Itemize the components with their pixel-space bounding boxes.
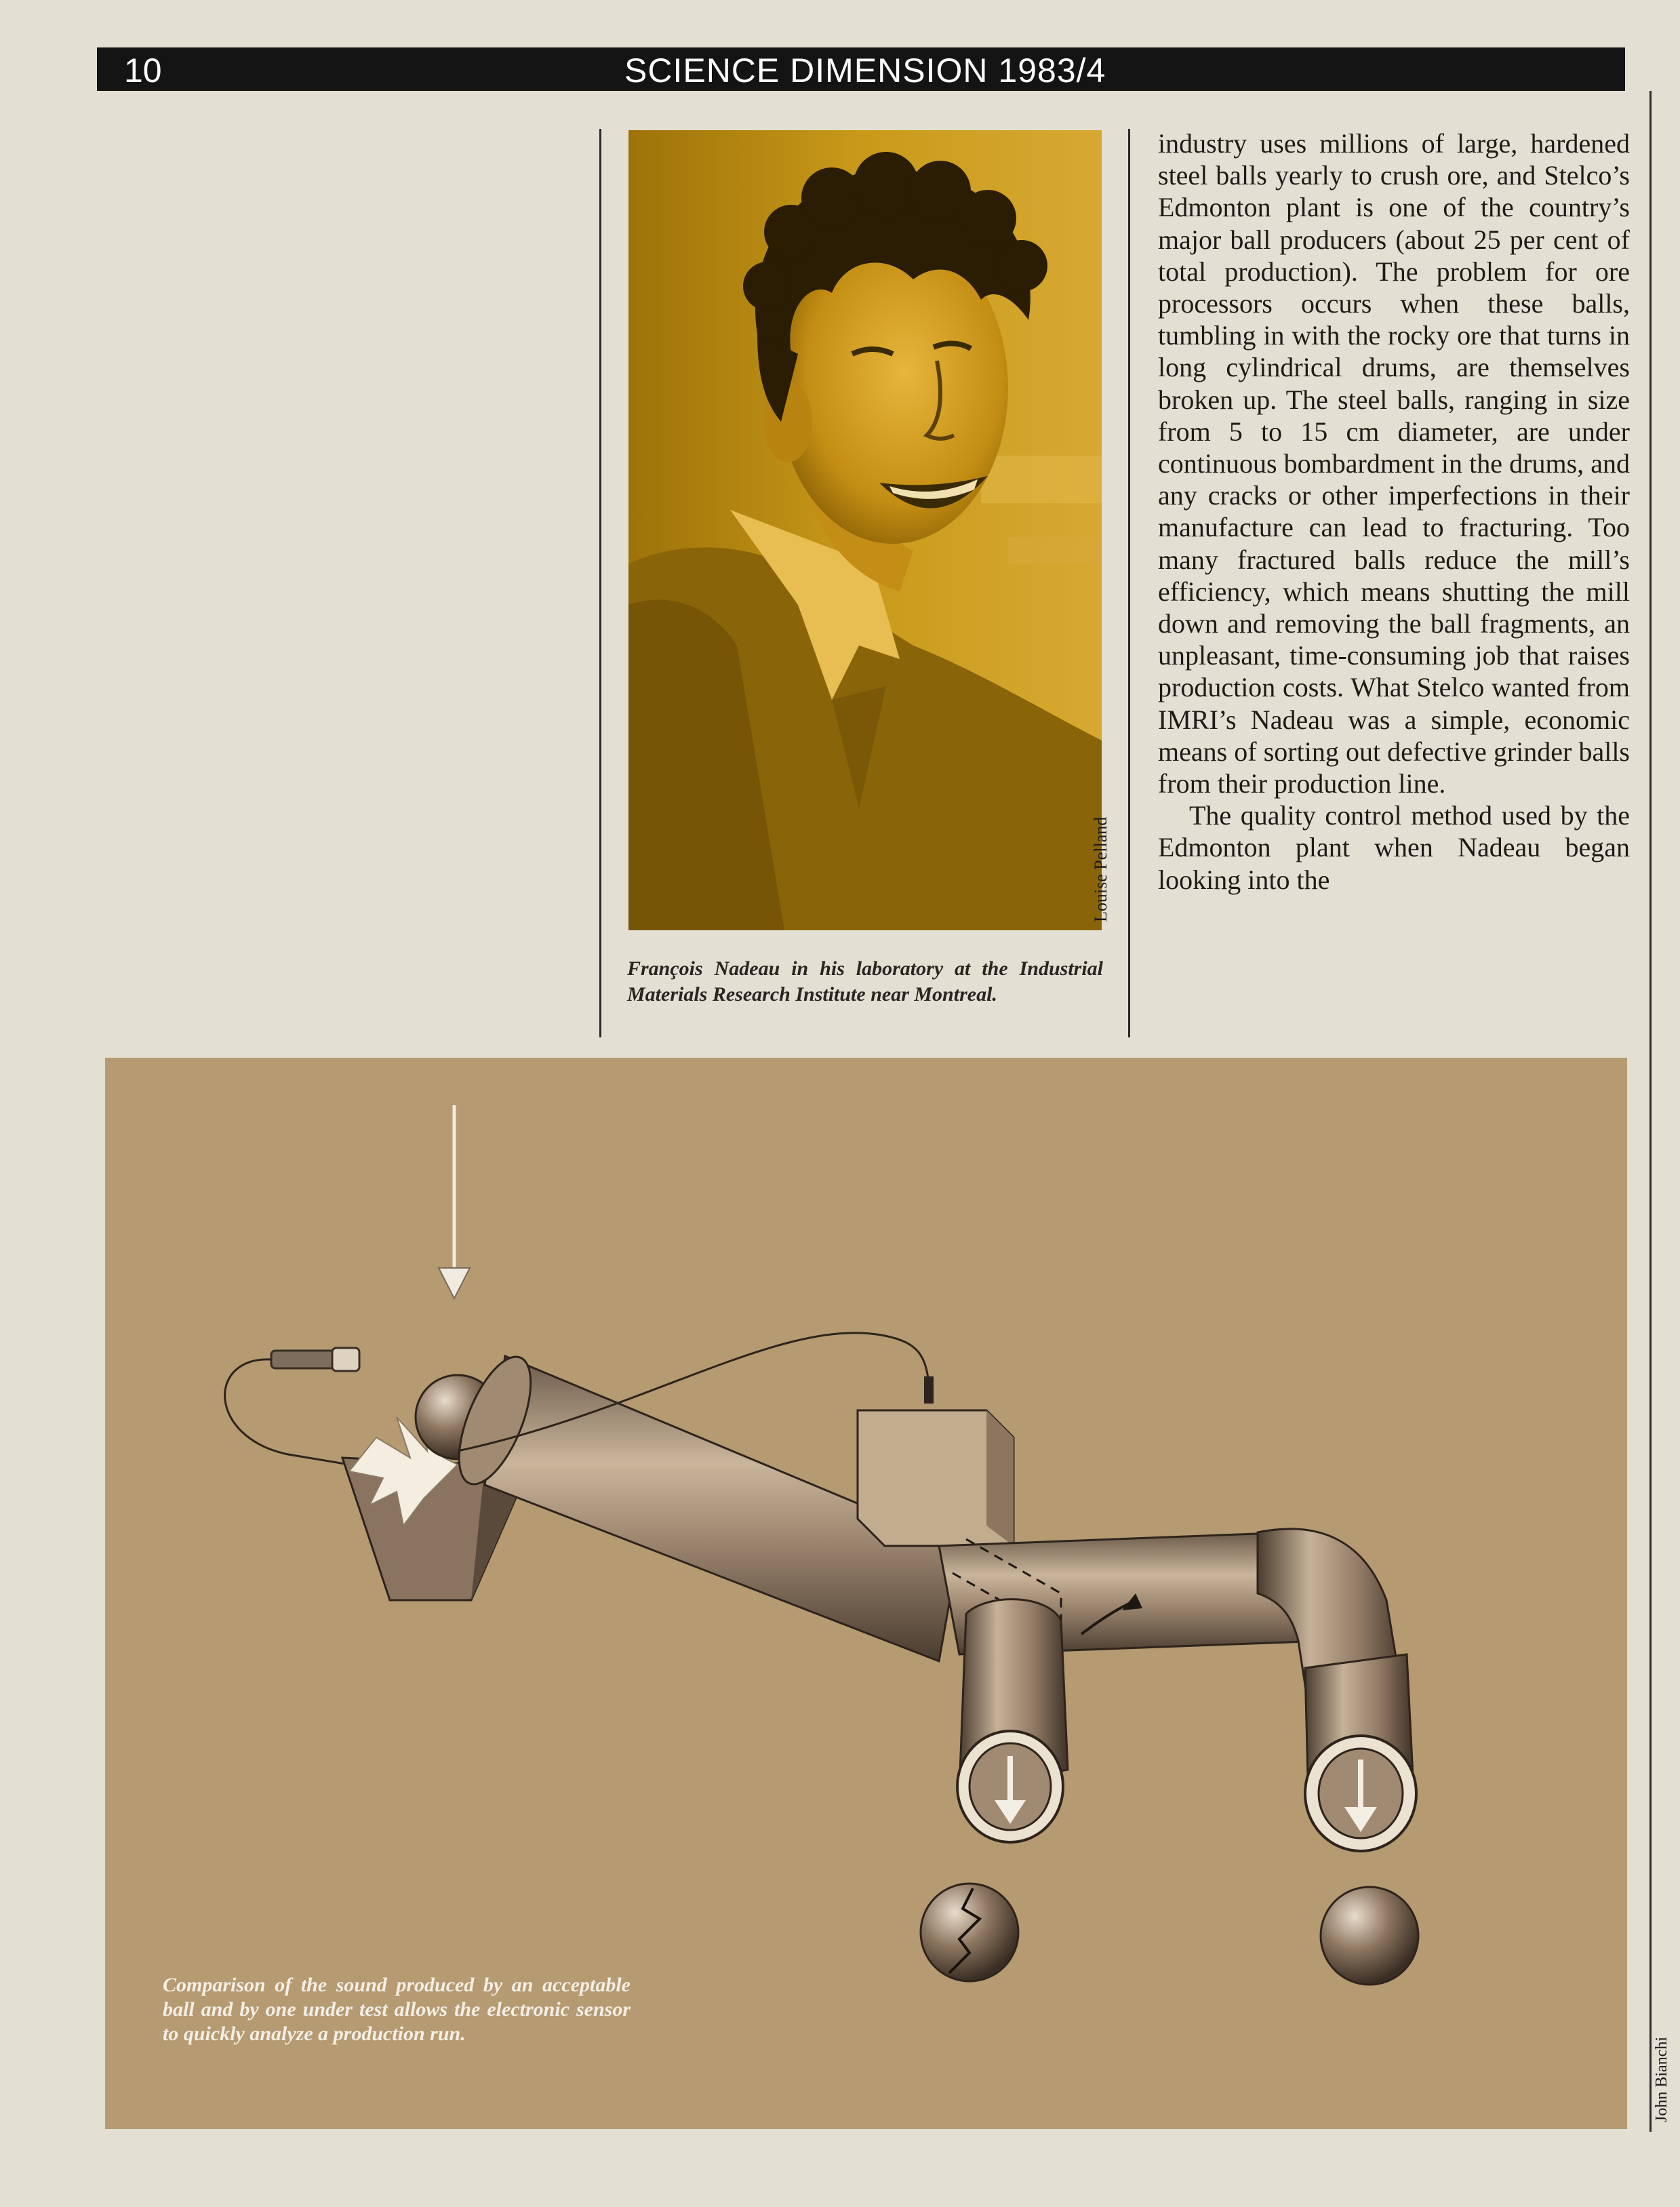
column-rule-right [1128,129,1130,1037]
apparatus-illustration [105,1058,1627,2129]
photo-caption: François Nadeau in his laboratory at the Industrial Materials Research Institute near Montreal. [627,957,1103,1006]
illustration-credit: John Bianchi [1653,2037,1671,2122]
column-rule-left [599,129,601,1037]
photo-credit: Louise Pelland [1091,816,1111,922]
right-margin-rule [1649,91,1652,2132]
publication-title: SCIENCE DIMENSION 1983/4 [624,52,1106,90]
article-body [1158,127,1630,896]
illustration-caption: Comparison of the sound produced by an acceptable ball and by one under test allows the electronic sensor to quickly analyze a production run. [163,1974,631,2045]
portrait-photo [628,130,1102,930]
page-number: 10 [124,52,162,90]
article-paragraph: The quality control method used by the Edmonton plant when Nadeau began looking into the [1158,800,1630,895]
running-header [97,47,1625,91]
article-paragraph: industry uses millions of large, hardened steel balls yearly to crush ore, and Stelco’s Edmonton plant is one of the country’s major ball producers (about 25 per cent of total production). The problem for ore processors occurs when these balls, tumbling in with the rocky ore that turns in long cylindrical drums, are themselves broken up. The steel balls, ranging in size from 5 to 15 cm diameter, are under continuous bombardment in the drums, and any cracks or other imperfections in their manufacture can lead to fracturing. Too many fractured balls reduce the mill’s efficiency, which means shutting the mill down and removing the ball fragments, an unpleasant, time-consuming job that raises production costs. What Stelco wanted from IMRI’s Nadeau was a simple, economic means of sorting out defective grinder balls from their production line. [1158,128,1630,799]
